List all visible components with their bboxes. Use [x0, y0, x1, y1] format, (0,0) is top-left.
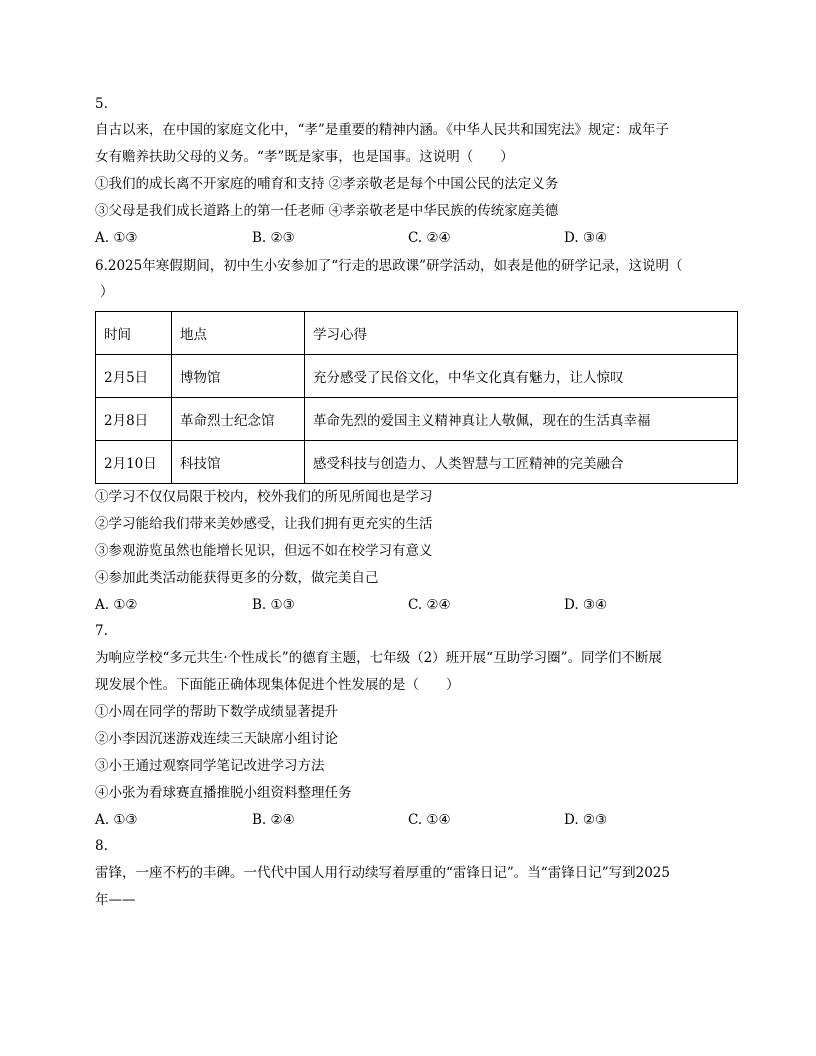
table-cell: 博物馆	[172, 355, 305, 398]
q6-option-c[interactable]: C. ②④	[408, 597, 451, 613]
table-cell: 2月8日	[96, 398, 172, 441]
table-header-row	[96, 312, 738, 355]
table-cell: 充分感受了民俗文化，中华文化真有魅力，让人惊叹	[305, 355, 738, 398]
q6-statement-4: ④参加此类活动能获得更多的分数，做完美自己	[95, 570, 379, 586]
q7-options	[95, 811, 735, 829]
q7-statement-4: ④小张为看球赛直播推脱小组资料整理任务	[95, 785, 352, 801]
q8-stem-line2: 年——	[95, 892, 136, 908]
q8-number: 8.	[95, 838, 108, 854]
q7-option-c[interactable]: C. ①④	[408, 812, 451, 828]
q6-statement-2: ②学习能给我们带来美妙感受，让我们拥有更充实的生活	[95, 516, 433, 532]
q6-stem-line1: 6.2025年寒假期间，初中生小安参加了“行走的思政课”研学活动，如表是他的研学记录，这说明（	[95, 258, 683, 274]
q7-number: 7.	[95, 623, 108, 639]
q8-stem-line1: 雷锋，一座不朽的丰碑。一代代中国人用行动续写着厚重的“雷锋日记”。当“雷锋日记”写到2025	[95, 865, 670, 881]
q5-options	[95, 229, 735, 247]
q6-option-d[interactable]: D. ③④	[564, 597, 608, 613]
table-row	[96, 355, 738, 398]
q5-option-b[interactable]: B. ②③	[252, 230, 295, 246]
q5-stem-line2: 女有赡养扶助父母的义务。“孝”既是家事，也是国事。这说明（ ）	[95, 149, 514, 165]
table-cell: 科技馆	[172, 441, 305, 484]
table-cell: 革命先烈的爱国主义精神真让人敬佩，现在的生活真幸福	[305, 398, 738, 441]
q6-statement-3: ③参观游览虽然也能增长见识，但远不如在校学习有意义	[95, 543, 433, 559]
q5-number: 5.	[95, 96, 108, 112]
q6-options	[95, 596, 735, 614]
q7-option-d[interactable]: D. ②③	[564, 812, 608, 828]
q6-stem-line2: ）	[100, 284, 114, 300]
q5-option-a[interactable]: A. ①③	[95, 230, 138, 246]
q7-stem-line2: 现发展个性。下面能正确体现集体促进个性发展的是（ ）	[95, 677, 460, 693]
table-cell: 革命烈士纪念馆	[172, 398, 305, 441]
table-row	[96, 398, 738, 441]
q7-statement-1: ①小周在同学的帮助下数学成绩显著提升	[95, 704, 338, 720]
table-header-cell: 地点	[172, 312, 305, 355]
table-row	[96, 441, 738, 484]
q6-option-b[interactable]: B. ①③	[252, 597, 295, 613]
table-cell: 2月5日	[96, 355, 172, 398]
q7-stem-line1: 为响应学校“多元共生·个性成长”的德育主题，七年级（2）班开展“互助学习圈”。同学们不断展	[95, 650, 662, 666]
table-cell: 2月10日	[96, 441, 172, 484]
q6-statement-1: ①学习不仅仅局限于校内，校外我们的所见所闻也是学习	[95, 489, 433, 505]
q5-option-d[interactable]: D. ③④	[564, 230, 608, 246]
table-header-cell: 学习心得	[305, 312, 738, 355]
table-cell: 感受科技与创造力、人类智慧与工匠精神的完美融合	[305, 441, 738, 484]
q5-stem-line1: 自古以来，在中国的家庭文化中，“孝”是重要的精神内涵。《中华人民共和国宪法》规定：成年子	[95, 122, 670, 138]
q7-option-a[interactable]: A. ①③	[95, 812, 138, 828]
table-header-cell: 时间	[96, 312, 172, 355]
research-record-table	[95, 311, 738, 484]
q6-option-a[interactable]: A. ①②	[95, 597, 138, 613]
q7-statement-3: ③小王通过观察同学笔记改进学习方法	[95, 758, 325, 774]
q5-statement-line2: ③父母是我们成长道路上的第一任老师 ④孝亲敬老是中华民族的传统家庭美德	[95, 203, 559, 219]
q5-statement-line1: ①我们的成长离不开家庭的哺育和支持 ②孝亲敬老是每个中国公民的法定义务	[95, 176, 559, 192]
q7-option-b[interactable]: B. ②④	[252, 812, 295, 828]
q7-statement-2: ②小李因沉迷游戏连续三天缺席小组讨论	[95, 731, 338, 747]
q5-option-c[interactable]: C. ②④	[408, 230, 451, 246]
